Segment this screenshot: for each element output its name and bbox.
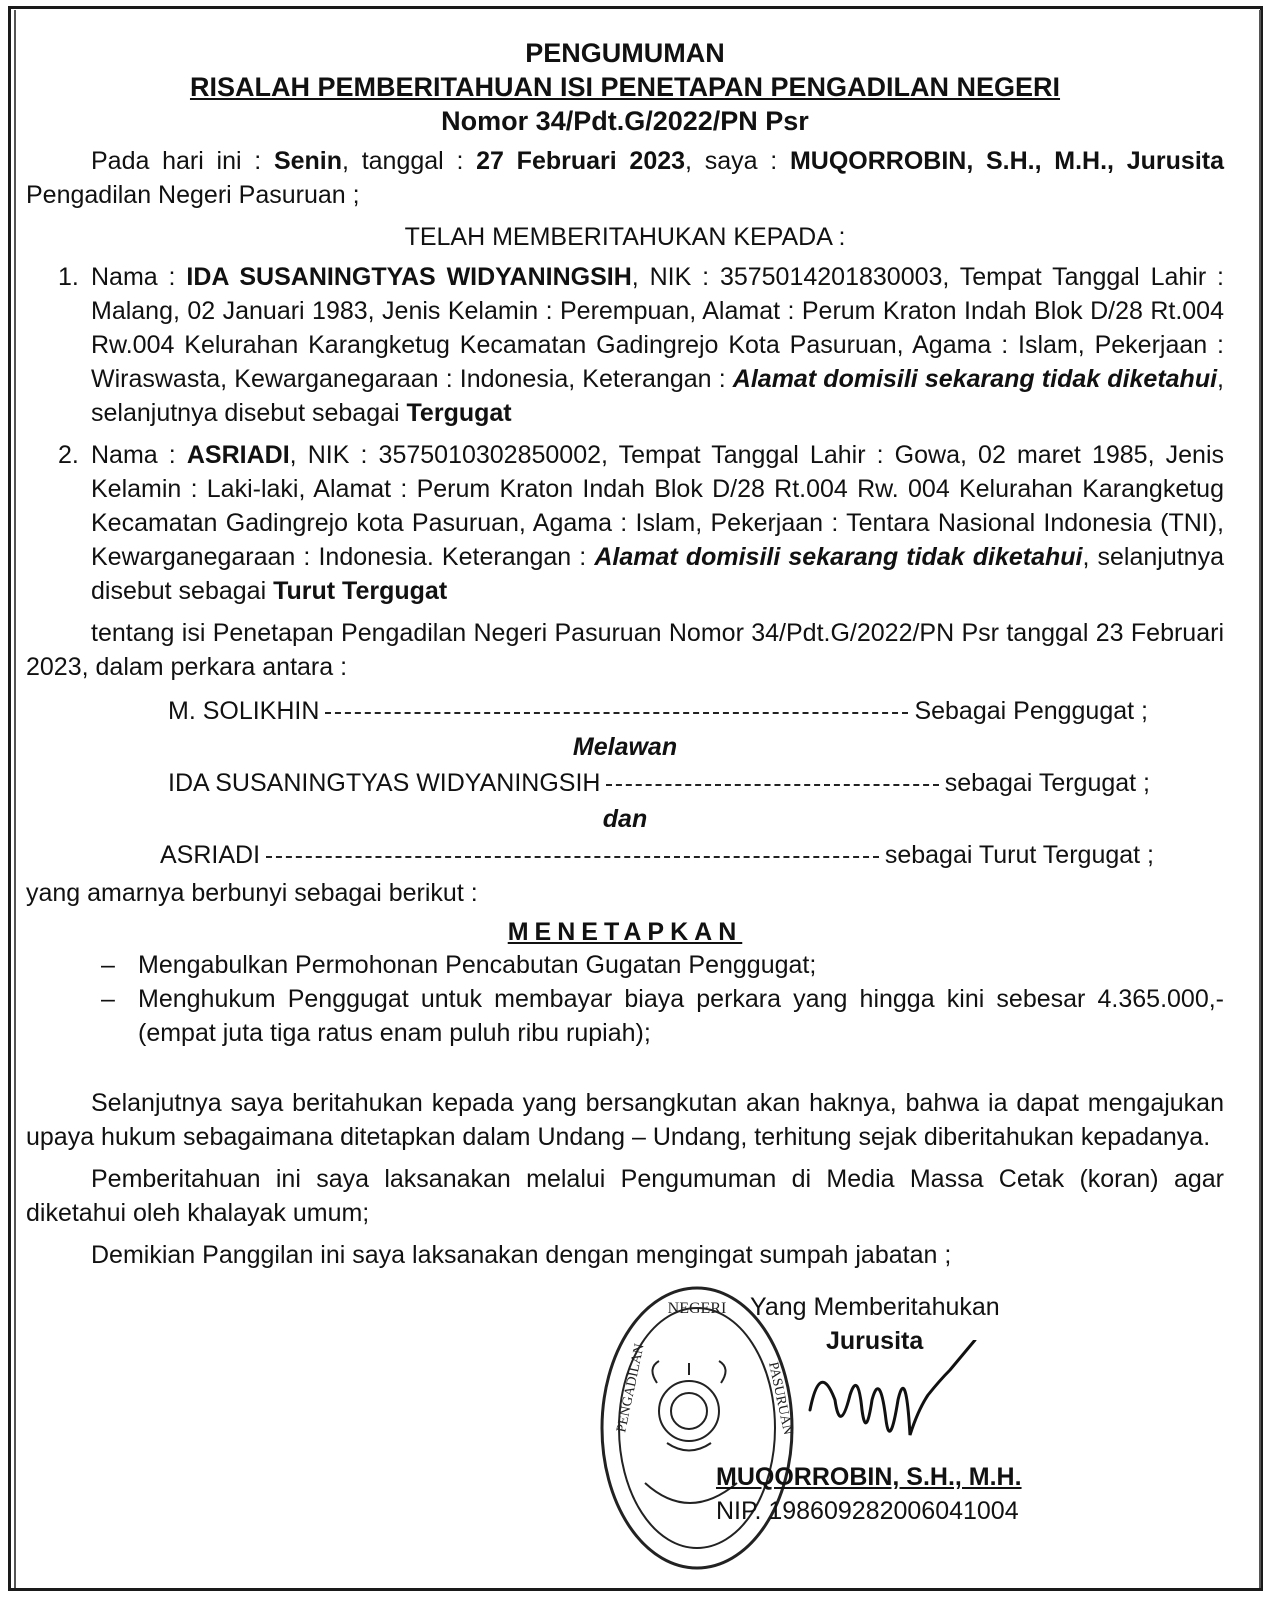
svg-text:NEGERI: NEGERI <box>667 1300 727 1317</box>
closing-paragraph: Pemberitahuan ini saya laksanakan melalui Pengumuman di Media Massa Cetak (koran) agar diketahui oleh khalayak umum; <box>26 1165 1224 1227</box>
intro-role: Jurusita <box>1126 147 1225 175</box>
bullet-dash: – <box>101 985 115 1013</box>
document-body <box>26 36 1224 1272</box>
party-note: Alamat domisili sekarang tidak diketahui <box>594 543 1083 571</box>
intro-day: Senin <box>273 147 343 175</box>
list-item <box>26 982 1224 1050</box>
verdict-list <box>26 948 1224 1050</box>
svg-text:PENGADILAN: PENGADILAN <box>614 1342 648 1434</box>
bullet-dash: – <box>101 951 115 979</box>
closing-paragraph: Selanjutnya saya beritahukan kepada yang bersangkutan akan haknya, bahwa ia dapat mengajukan upaya hukum sebagaimana ditetapkan dalam Undang – Undang, terhitung sejak diberitahukan kepadanya. <box>26 1089 1224 1151</box>
party-label: Nama : <box>91 263 187 291</box>
intro-officer: MUQORROBIN, S.H., M.H., <box>789 147 1115 175</box>
doc-title: PENGUMUMAN <box>525 38 725 68</box>
dotted-leader <box>606 784 938 786</box>
list-number: 2. <box>58 441 79 469</box>
versus-label: Melawan <box>572 733 678 761</box>
list-number: 1. <box>58 263 79 291</box>
party-line-plaintiff <box>26 694 1224 728</box>
co-defendant-name: ASRIADI <box>160 841 261 869</box>
signature-role: Jurusita <box>826 1327 924 1355</box>
party-status: Turut Tergugat <box>273 577 448 605</box>
verdict-item: Menghukum Penggugat untuk membayar biaya perkara yang hingga kini sebesar 4.365.000,- (empat juta tiga ratus enam puluh ribu rupiah); <box>138 985 1224 1047</box>
plaintiff-role: Sebagai Penggugat ; <box>914 697 1148 725</box>
svg-text:PASURUAN: PASURUAN <box>765 1360 796 1437</box>
doc-subtitle: RISALAH PEMBERITAHUAN ISI PENETAPAN PENGADILAN NEGERI <box>189 72 1061 102</box>
party-note: Alamat domisili sekarang tidak diketahui <box>732 365 1218 393</box>
and-label: dan <box>602 805 648 833</box>
dotted-leader <box>325 712 908 714</box>
plaintiff-name: M. SOLIKHIN <box>168 697 320 725</box>
list-item <box>26 948 1224 982</box>
verdict-heading: MENETAPKAN <box>507 918 743 946</box>
intro-text: Pengadilan Negeri Pasuruan ; <box>26 181 360 209</box>
defendant-role: sebagai Tergugat ; <box>944 769 1150 797</box>
party-status: Tergugat <box>406 399 512 427</box>
party-tail: , selanjutnya disebut sebagai <box>91 543 1224 605</box>
intro-text: Pada hari ini : <box>91 147 274 175</box>
signature-block <box>700 1290 1100 1528</box>
party-details: , NIK : 3575010302850002, Tempat Tanggal Lahir : Gowa, 02 maret 1985, Jenis Kelamin : Laki-laki, Alamat : Perum Kraton Indah Blok D/28 Rt.004 Rw. 004 Kelurahan Karangketug Kecamatan Gadingrejo kota Pasuruan, Agama : Islam, Pekerjaan : Tentara Nasional Indonesia (TNI), Kewarganegaraan : Indonesia. Keterangan : <box>91 441 1224 571</box>
party-label: Nama : <box>91 441 187 469</box>
party-list <box>26 260 1224 608</box>
notified-heading: TELAH MEMBERITAHUKAN KEPADA : <box>404 223 846 251</box>
intro-text: , tanggal : <box>342 147 477 175</box>
intro-date: 27 Februari 2023 <box>476 147 686 175</box>
signer-name: MUQORROBIN, S.H., M.H. <box>716 1463 1022 1491</box>
party-line-defendant <box>26 766 1224 800</box>
party-details: , NIK : 3575014201830003, Tempat Tanggal Lahir : Malang, 02 Januari 1983, Jenis Kelamin : Perempuan, Alamat : Perum Kraton Indah Blok D/28 Rt.004 Rw.004 Kelurahan Karangketug Kecamatan Gadingrejo Kota Pasuruan, Agama : Islam, Pekerjaan : Wiraswasta, Kewarganegaraan : Indonesia, Keterangan : <box>91 263 1224 393</box>
party-line-co-defendant <box>26 838 1224 872</box>
doc-number: Nomor 34/Pdt.G/2022/PN Psr <box>441 106 809 136</box>
co-defendant-role: sebagai Turut Tergugat ; <box>884 841 1154 869</box>
party-tail: , selanjutnya disebut sebagai <box>91 365 1224 427</box>
list-item <box>26 260 1224 430</box>
signature-line-1: Yang Memberitahukan <box>750 1293 1000 1321</box>
party-name: IDA SUSANINGTYAS WIDYANINGSIH <box>186 263 632 291</box>
case-reference: tentang isi Penetapan Pengadilan Negeri Pasuruan Nomor 34/Pdt.G/2022/PN Psr tanggal 23 Februari 2023, dalam perkara antara : <box>26 619 1224 681</box>
verdict-item: Mengabulkan Permohonan Pencabutan Gugatan Penggugat; <box>138 951 817 979</box>
party-name: ASRIADI <box>186 441 290 469</box>
closing-paragraph: Demikian Panggilan ini saya laksanakan dengan mengingat sumpah jabatan ; <box>91 1241 952 1269</box>
intro-text: , saya : <box>685 147 790 175</box>
dotted-leader <box>266 856 879 858</box>
verdict-intro: yang amarnya berbunyi sebagai berikut : <box>26 879 478 907</box>
intro-paragraph <box>26 144 1224 212</box>
signer-nip: NIP. 198609282006041004 <box>716 1497 1019 1525</box>
defendant-name: IDA SUSANINGTYAS WIDYANINGSIH <box>168 769 601 797</box>
list-item <box>26 438 1224 608</box>
